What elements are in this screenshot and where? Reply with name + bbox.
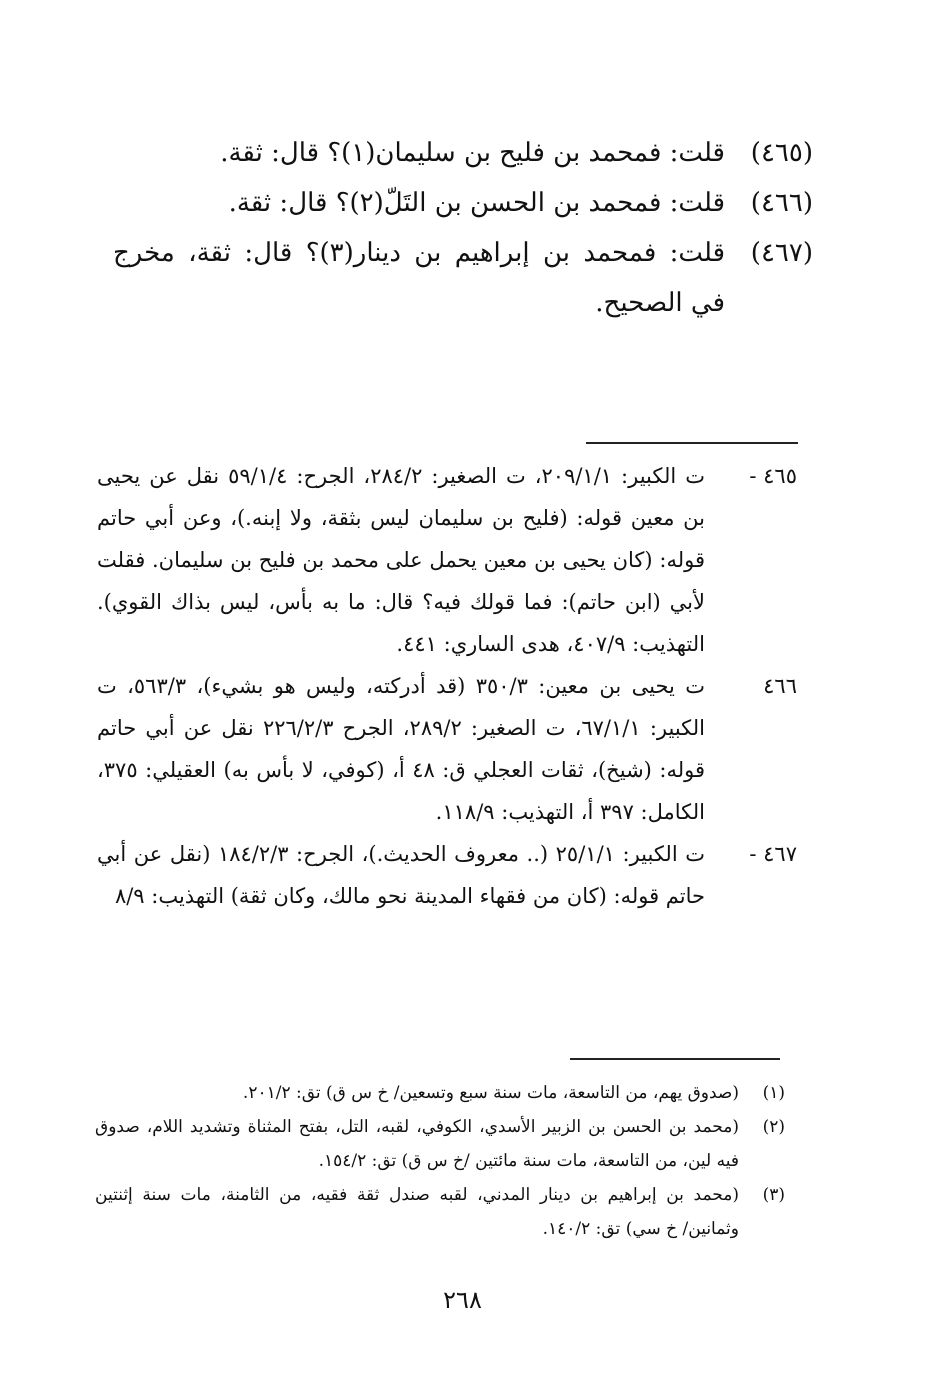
footnote-text: (صدوق يهم، من التاسعة، مات سنة سبع وتسعين/ خ س ق) تق: ٢٠١/٢. bbox=[242, 1083, 739, 1103]
commentary-466 bbox=[97, 665, 797, 833]
main-entries bbox=[113, 128, 813, 328]
entry-text: قلت: فمحمد بن إبراهيم بن دينار(٣)؟ قال: ثقة، مخرج في الصحيح. bbox=[113, 238, 725, 318]
commentary-text: ت الكبير: ٢٠٩/١/١، ت الصغير: ٢٨٤/٢، الجرح: ٥٩/١/٤ نقل عن يحيى بن معين قوله: (فليح بن سليمان ليس بثقة، ولا إبنه.)، وعن أبي حاتم قوله: (كان يحيى بن معين يحمل على محمد بن فليح بن سليمان. فقلت لأبي (ابن حاتم): فما قولك فيه؟ قال: ما به بأس، ليس بذاك القوي). التهذيب: ٤٠٧/٩، هدى الساري: ٤٤١. bbox=[97, 464, 705, 656]
entry-number: (٤٦٥) bbox=[750, 138, 813, 168]
footnote-divider bbox=[570, 1058, 780, 1060]
footnote-number: (٣) bbox=[762, 1185, 785, 1205]
page-number: ٢٦٨ bbox=[443, 1286, 482, 1314]
entry-number: (٤٦٦) bbox=[750, 188, 813, 218]
entry-text: قلت: فمحمد بن الحسن بن التَلّ(٢)؟ قال: ثقة. bbox=[228, 188, 725, 218]
footnote-1 bbox=[95, 1076, 785, 1110]
commentary-467 bbox=[97, 833, 797, 917]
commentary-section bbox=[97, 455, 797, 917]
footnote-2 bbox=[95, 1110, 785, 1178]
entry-466 bbox=[113, 178, 813, 228]
footnotes-section bbox=[95, 1076, 785, 1246]
commentary-465 bbox=[97, 455, 797, 665]
entry-number: (٤٦٧) bbox=[750, 238, 813, 268]
footnote-text: (محمد بن إبراهيم بن دينار المدني، لقبه صندل ثقة فقيه، من الثامنة، مات سنة إثنتين وثمانين/ خ سي) تق: ١٤٠/٢. bbox=[95, 1185, 739, 1239]
commentary-number: ٤٦٦ bbox=[763, 674, 797, 698]
commentary-number: ٤٦٥ - bbox=[749, 464, 797, 488]
footnote-number: (١) bbox=[762, 1083, 785, 1103]
entry-467 bbox=[113, 228, 813, 328]
commentary-number: ٤٦٧ - bbox=[749, 842, 797, 866]
entry-465 bbox=[113, 128, 813, 178]
entry-text: قلت: فمحمد بن فليح بن سليمان(١)؟ قال: ثقة. bbox=[220, 138, 725, 168]
footnote-number: (٢) bbox=[762, 1117, 785, 1137]
footnote-3 bbox=[95, 1178, 785, 1246]
commentary-text: ت يحيى بن معين: ٣٥٠/٣ (قد أدركته، وليس هو بشيء)، ٥٦٣/٣، ت الكبير: ٦٧/١/١، ت الصغير: ٢٨٩/٢، الجرح ٢٢٦/٢/٣ نقل عن أبي حاتم قوله: (شيخ)، ثقات العجلي ق: ٤٨ أ، (كوفي، لا بأس به) العقيلي: ٣٧٥، الكامل: ٣٩٧ أ، التهذيب: ١١٨/٩. bbox=[97, 674, 705, 824]
footnote-text: (محمد بن الحسن بن الزبير الأسدي، الكوفي، لقبه، التل، بفتح المثناة وتشديد اللام، صدوق فيه لين، من التاسعة، مات سنة مائتين /خ س ق) تق: ١٥٤/٢. bbox=[95, 1117, 739, 1171]
commentary-text: ت الكبير: ٢٥/١/١ (.. معروف الحديث.)، الجرح: ١٨٤/٢/٣ (نقل عن أبي حاتم قوله: (كان من فقهاء المدينة نحو مالك، وكان ثقة) التهذيب: ٨/٩ bbox=[97, 842, 705, 908]
commentary-divider bbox=[586, 442, 798, 444]
